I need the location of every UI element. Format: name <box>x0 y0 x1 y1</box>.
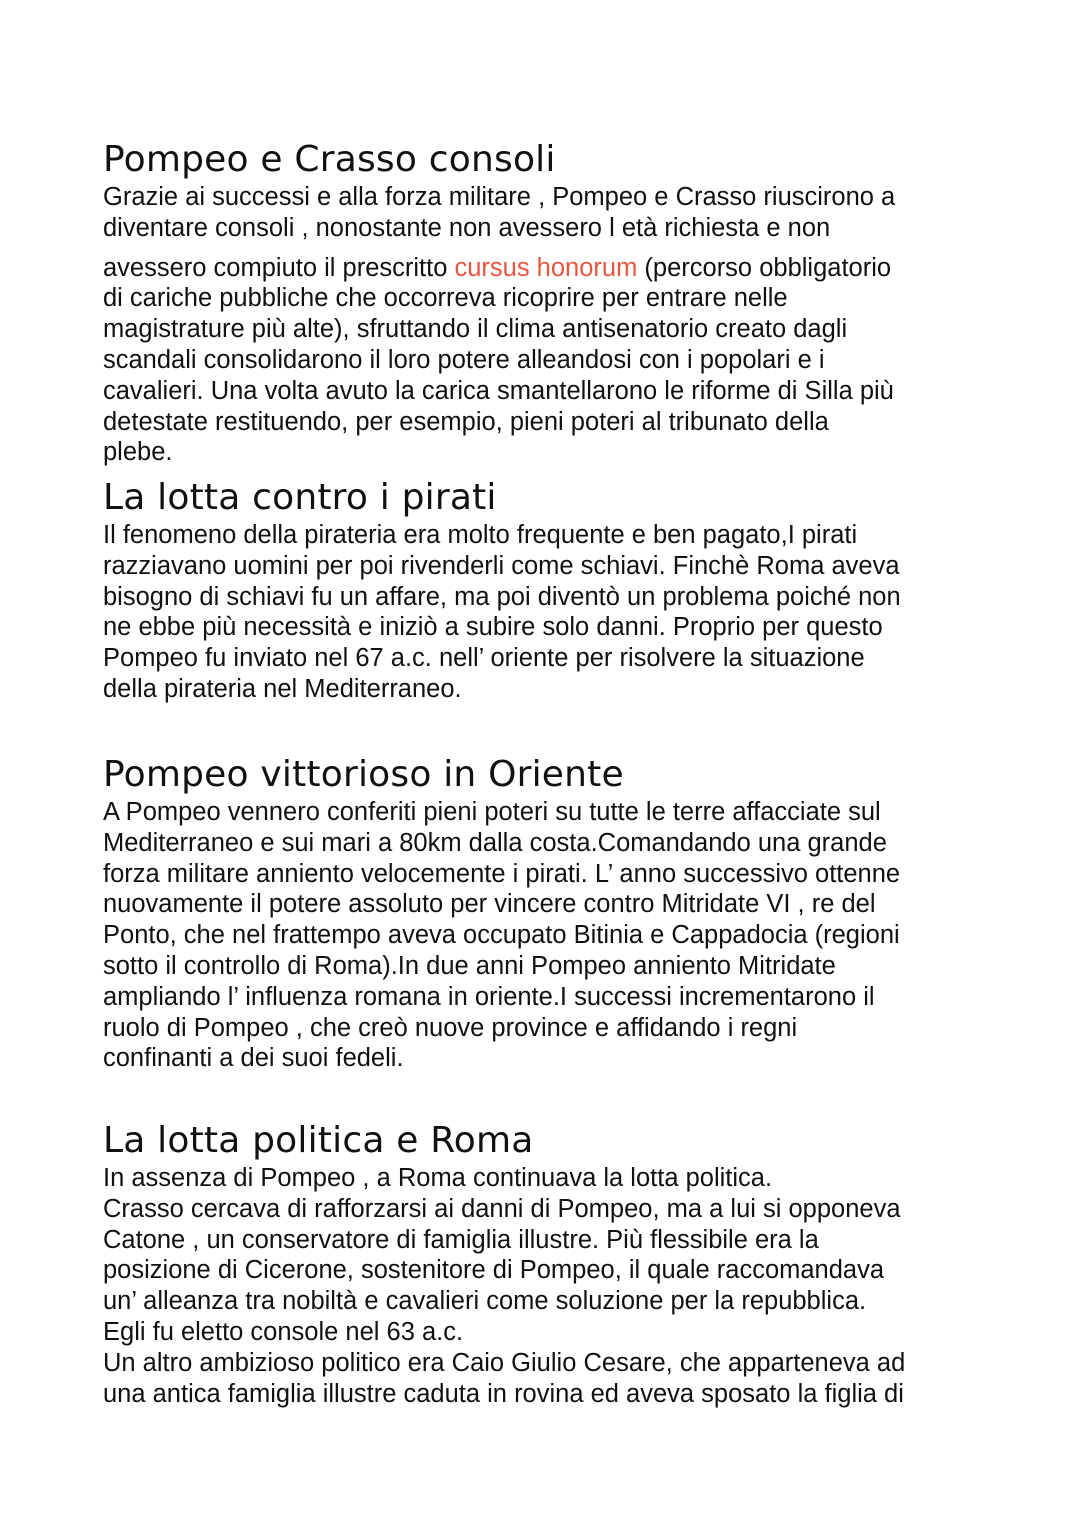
paragraph-line: di cariche pubbliche che occorreva ricoprire per entrare nelle <box>103 284 788 313</box>
paragraph-line: una antica famiglia illustre caduta in rovina ed aveva sposato la figlia di <box>103 1379 904 1408</box>
paragraph-line: Crasso cercava di rafforzarsi ai danni di Pompeo, ma a lui si opponeva <box>103 1194 901 1223</box>
paragraph-line: Egli fu eletto console nel 63 a.c. <box>103 1317 464 1346</box>
paragraph-line: plebe. <box>103 438 173 467</box>
section-lotta-contro-pirati <box>103 478 983 755</box>
paragraph-line: Mediterraneo e sui mari a 80km dalla costa.Comandando una grande <box>103 828 887 857</box>
section-heading: Pompeo vittorioso in Oriente <box>103 754 624 795</box>
paragraph-line: della pirateria nel Mediterraneo. <box>103 674 462 703</box>
paragraph-line: Il fenomeno della pirateria era molto frequente e ben pagato,I pirati <box>103 521 858 549</box>
paragraph-line: diventare consoli , nonostante non avessero l età richiesta e non <box>103 213 831 242</box>
cursus-honorum-highlight: cursus honorum <box>454 253 638 282</box>
paragraph-line: sotto il controllo di Roma).In due anni Pompeo anniento Mitridate <box>103 951 836 980</box>
paragraph-line: razziavano uomini per poi rivenderli come schiavi. Finchè Roma aveva <box>103 551 900 580</box>
paragraph-line: ne ebbe più necessità e iniziò a subire solo danni. Proprio per questo <box>103 613 883 642</box>
paragraph-line: cavalieri. Una volta avuto la carica smantellarono le riforme di Silla più <box>103 376 894 405</box>
section-pompeo-crasso-consoli <box>103 140 983 478</box>
paragraph-line: Un altro ambizioso politico era Caio Giulio Cesare, che apparteneva ad <box>103 1348 906 1377</box>
paragraph-line: nuovamente il potere assoluto per vincere contro Mitridate VI , re del <box>103 890 876 919</box>
paragraph-line: ampliando l’ influenza romana in oriente.I successi incrementarono il <box>103 982 875 1011</box>
text-run: avessero compiuto il prescritto <box>103 253 455 282</box>
document-page <box>103 140 983 1409</box>
paragraph-line: Ponto, che nel frattempo aveva occupato Bitinia e Cappadocia (regioni <box>103 921 900 950</box>
section-heading: La lotta politica e Roma <box>103 1120 534 1161</box>
paragraph-line: confinanti a dei suoi fedeli. <box>103 1044 404 1073</box>
paragraph-line: Catone , un conservatore di famiglia illustre. Più flessibile era la <box>103 1225 819 1254</box>
paragraph-line: bisogno di schiavi fu un affare, ma poi diventò un problema poiché non <box>103 582 901 611</box>
text-run: (percorso obbligatorio <box>637 253 892 282</box>
paragraph-line: ruolo di Pompeo , che creò nuove province e affidando i regni <box>103 1013 798 1042</box>
paragraph-line: magistrature più alte), sfruttando il clima antisenatorio creato dagli <box>103 315 848 344</box>
paragraph-line: Pompeo fu inviato nel 67 a.c. nell’ oriente per risolvere la situazione <box>103 644 865 673</box>
paragraph-line: Grazie ai successi e alla forza militare , Pompeo e Crasso riuscirono a <box>103 183 896 211</box>
section-lotta-politica-roma <box>103 1121 983 1409</box>
section-heading: La lotta contro i pirati <box>103 477 497 518</box>
paragraph-line: detestate restituendo, per esempio, pieni poteri al tribunato della <box>103 407 829 436</box>
paragraph-line: scandali consolidarono il loro potere alleandosi con i popolari e i <box>103 345 825 374</box>
paragraph-line: A Pompeo vennero conferiti pieni poteri su tutte le terre affacciate sul <box>103 798 881 826</box>
paragraph-line: un’ alleanza tra nobiltà e cavalieri come soluzione per la repubblica. <box>103 1287 867 1316</box>
paragraph-line: In assenza di Pompeo , a Roma continuava la lotta politica. <box>103 1164 773 1192</box>
section-heading: Pompeo e Crasso consoli <box>103 139 556 180</box>
section-pompeo-vittorioso-oriente <box>103 755 983 1121</box>
paragraph-line <box>103 253 983 284</box>
paragraph-line: posizione di Cicerone, sostenitore di Pompeo, il quale raccomandava <box>103 1256 885 1285</box>
paragraph-line: forza militare anniento velocemente i pirati. L’ anno successivo ottenne <box>103 859 901 888</box>
